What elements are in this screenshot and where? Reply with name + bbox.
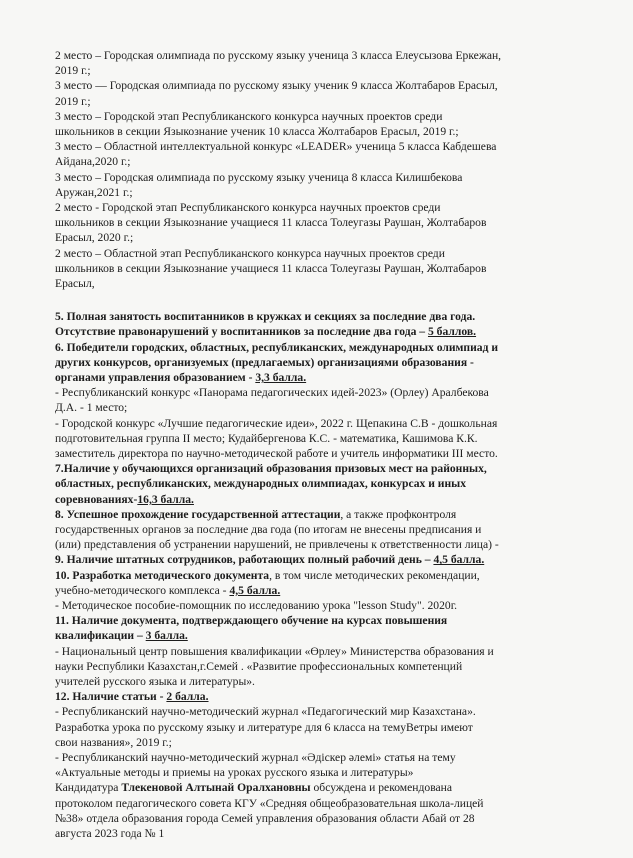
section-6-item: - Городской конкурс «Лучшие педагогические идеи», 2022 г. Щепакина С.В - дошкольная <box>55 416 498 430</box>
award-line: 2 место – Городская олимпиада по русскому языку ученица 3 класса Елеусызова Еркежан, <box>55 49 502 62</box>
award-line: Аружан,2021 г.; <box>55 185 133 199</box>
section-12-item: «Актуальные методы и приемы на уроках русского языка и литературы» <box>55 766 414 780</box>
section-8-title: 8. Успешное прохождение государственной аттестации <box>55 507 341 521</box>
section-9-score: 4,5 балла. <box>433 553 485 567</box>
section-11-line <box>55 629 188 642</box>
conclusion-line: протоколом педагогического совета КГУ «Средняя общеобразовательная школа-лицей <box>55 796 484 810</box>
conclusion <box>55 781 452 794</box>
section-12-text: 12. Наличие статьи - <box>55 690 167 704</box>
section-11-score: 3 балла. <box>145 629 188 643</box>
conclusion-name: Тлекеновой Алтынай Оралхановны <box>121 781 311 795</box>
conclusion-pre: Кандидатура <box>55 781 122 795</box>
section-6-text: органами управления образованием - <box>55 371 256 384</box>
section-7-line <box>55 493 194 506</box>
section-6-item: подготовительная группа II место; Кудайбергенова К.С. - математика, Кашимова К.К. <box>55 431 478 445</box>
section-11-item: науки Республики Казахстан,г.Семей . «Развитие профессиональных компетенций <box>55 659 463 673</box>
section-10-score: 4,5 балла. <box>229 583 281 597</box>
section-6-heading-line: других конкурсов, организуемых (предлагаемых) организациями образования - <box>55 355 474 369</box>
award-line: 3 место –– Городская олимпиада по русскому языку ученик 9 класса Жолтабаров Ерасыл, <box>55 79 498 93</box>
section-11-item: учителей русского языка и литературы». <box>55 675 255 688</box>
award-line: 3 место – Областной интеллектуальной конкурс «LEADER» ученица 5 класса Кабдешева <box>55 140 497 154</box>
award-line: 3 место – Городская олимпиада по русскому языку ученица 8 класса Килишбекова <box>55 170 463 184</box>
section-12-item: - Республиканский научно-методический журнал «Педагогический мир Казахстана». <box>55 705 476 719</box>
section-9-text: 9. Наличие штатных сотрудников, работающих полный рабочий день – <box>55 553 434 567</box>
award-line: 3 место – Городской этап Республиканского конкурса научных проектов среди <box>55 109 443 123</box>
section-6-score: 3,3 балла. <box>255 371 307 384</box>
section-6-heading: 6. Победители городских, областных, республиканских, международных олимпиад и <box>55 340 499 354</box>
section-8-line: государственных органов за последние два года (по итогам не внесены предписания и <box>55 523 482 536</box>
section-5-score: 5 баллов. <box>427 325 477 339</box>
award-line: 2019 г.; <box>55 94 91 108</box>
conclusion-line: августа 2023 года № 1 <box>55 827 165 840</box>
section-6-item: - Республиканский конкурс «Панорама педагогических идей-2023» (Орлеу) Аралбекова <box>55 386 489 400</box>
section-10-heading <box>55 569 480 582</box>
award-line: 2 место - Городской этап Республиканского конкурса научных проектов среди <box>55 201 441 214</box>
section-12-item: свои названия», 2019 г.; <box>55 735 172 749</box>
award-line: Ерасыл, <box>55 277 95 290</box>
section-7-heading: 7.Наличие у обучающихся организаций образования призовых мест на районных, <box>55 462 487 476</box>
section-5-text: Отсутствие правонарушений у воспитанников за последние два года – <box>55 325 428 339</box>
section-10-title-rest: , в том числе методических рекомендации, <box>269 568 480 582</box>
section-7-text: соревнованиях- <box>55 492 138 506</box>
section-5-heading: 5. Полная занятость воспитанников в кружках и секциях за последние два года. <box>55 310 476 324</box>
section-12-score: 2 балла. <box>166 690 209 704</box>
award-line: школьников в секции Языкознание учащиеся 11 класса Толеугазы Раушан, Жолтабаров <box>55 261 487 275</box>
section-6-line <box>55 371 306 384</box>
section-8-title-rest: , а также профконтроля <box>340 507 457 521</box>
award-line: Айдана,2020 г.; <box>55 155 131 169</box>
section-6-item: Д.А. - 1 место; <box>55 401 128 415</box>
award-line: школьников в секции Языкознание учащиеся 11 класса Толеугазы Раушан, Жолтабаров <box>55 216 487 230</box>
section-8-heading <box>55 508 456 521</box>
section-10-title: 10. Разработка методического документа <box>55 568 270 582</box>
section-8-line: (или) представления об устранении нарушений, не привлечены к ответственности лица) - <box>55 538 499 552</box>
award-line: 2019 г.; <box>55 64 91 78</box>
section-12-item: - Республиканский научно-методический журнал «Әдіскер әлемі» статья на тему <box>55 751 456 764</box>
award-line: Ерасыл, 2020 г.; <box>55 231 134 245</box>
conclusion-line: №38» отдела образования города Семей управления образования области Абай от 28 <box>55 811 475 825</box>
section-12-line <box>55 690 209 703</box>
section-11-text: квалификации – <box>55 629 146 643</box>
award-line: 2 место – Областной этап Республиканского конкурса научных проектов среди <box>55 246 445 260</box>
section-10-item: - Методическое пособие-помощник по исследованию урока "lesson Study". 2020г. <box>55 599 458 612</box>
section-5-line <box>55 325 476 338</box>
section-12-item: Разработка урока по русскому языку и литературе для 6 класса на темуВетры имеют <box>55 720 473 734</box>
section-10-text: учебно-методического комплекса - <box>55 583 230 597</box>
section-7-score: 16,3 балла. <box>137 492 194 506</box>
section-6-item: заместитель директора по научно-методической работе и учитель информатики III место. <box>55 447 498 460</box>
section-9-line <box>55 553 484 566</box>
section-10-line <box>55 584 280 597</box>
section-7-heading-line: областных, республиканских, международных олимпиадах, конкурсах и иных <box>55 477 467 491</box>
conclusion-post: обсуждена и рекомендована <box>310 781 453 795</box>
section-11-heading: 11. Наличие документа, подтверждающего обучение на курсах повышения <box>55 614 448 628</box>
award-line: школьников в секции Языкознание ученик 10 класса Жолтабаров Ерасыл, 2019 г.; <box>55 125 459 138</box>
section-11-item: - Национальный центр повышения квалификации «Өрлеу» Министерства образования и <box>55 644 494 658</box>
